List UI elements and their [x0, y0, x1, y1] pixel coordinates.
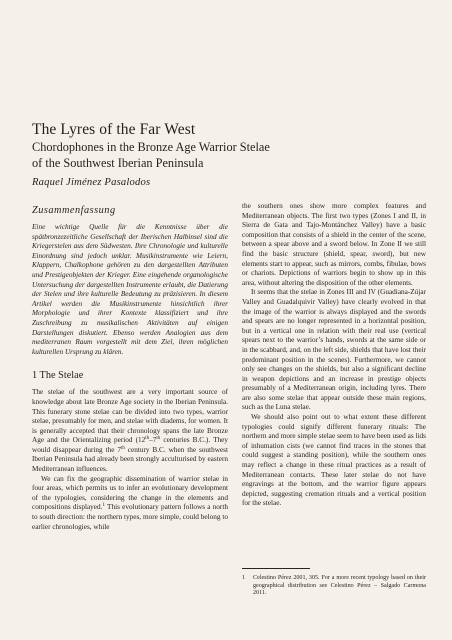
- body-paragraph: [32, 475, 228, 533]
- article-subtitle: [32, 140, 424, 171]
- body-text: This evolutionary pattern follows a north to south direction: the northern types, more simple, could belong to earlier chronologies, while: [32, 503, 228, 531]
- body-paragraph: the southern ones show more complex features and Mediterranean objects. The first two types (Zones I and II, in Sierra de Gata and Tajo-Montánchez Valley) have a basic composition that consists of a shield in the center of the scene, between a spear above and a sword below. In Zone II we still find the basic structure (shield, spear, sword), but new elements start to appear, such as mirrors, combs, fibulae, bows or chariots. Depictions of warriors begin to show up in this area, without altering the disposition of the other elements.: [242, 202, 426, 287]
- abstract-heading: Zusammenfassung: [32, 205, 116, 216]
- abstract-text: Eine wichtige Quelle für die Kenntnisse über die spätbronzezeitliche Gesellschaft der Iberischen Halbinsel sind die Kriegerstelen aus dem Südwesten. Ihre Chronologie und kulturelle Einordnung sind jedoch unklar. Musikinstrumente wie Leiern, Klappern, Chalkophone gehören zu den dargestellten Attributen und Prestigeobjekten der Krieger. Eine eingehende organologische Untersuchung der dargestellten Instrumente erlaubt, die Datierung der Stelen und ihre kulturelle Bedeutung zu präzisieren. In diesem Artikel werden die Musikinstrumente hinsichtlich ihrer Morphologie und ihrer Kontexte klassifiziert und ihre Zuschreibung zu musikalischen Aktivitäten auf einigen Darstellungen diskutiert. Ebenso werden Analogien aus dem mediterranen Raum vorgestellt mit dem Ziel, ihren möglichen kulturellen Ursprung zu klären.: [32, 223, 228, 356]
- article-header: [32, 120, 424, 188]
- body-paragraph: We should also point out to what extent these different typologies could signify different funerary rituals: The northern and more simple stelae seem to have been used as lids of inhumation cists (we cannot find traces in the stones that could suggest a standing position), while the southern ones may reflect a change in these ritual practices as a result of Mediterranean contacts. These later stelae do not have engravings at the bottom, and the warrior figure appears depicted, suggesting cremation rituals and a vertical position for the stelae.: [242, 413, 426, 508]
- body-paragraph: It seems that the stelae in Zones III and IV (Guadiana-Zújar Valley and Guadalquivir Valley) have clearly evolved in that the image of the warrior is always displayed and the swords and spears are no longer represented in a horizontal position, but in a vertical one in relation with their real use (vertical spears next to the warrior’s hands, swords at the same side or in the scabbard, and, on the left side, shields that have lost their predominant position in the scenes). Furthermore, we cannot only see changes on the shields, but also a significant decline in weapon depictions and an increase in prestige objects presumably of a Mediterranean origin, including lyres. There are also some stelae that appear outside these main regions, such as the Luna stelae.: [242, 288, 426, 412]
- footnote-divider: [242, 568, 310, 569]
- subtitle-line-1: Chordophones in the Bronze Age Warrior Stelae: [32, 140, 270, 154]
- footnote-number: 1: [242, 575, 246, 581]
- body-text: We can fix the geographic dissemination of warrior stelae in four areas, which permits us to infer an evolutionary development of the typologies, considering the change in the elements and compositions displayed.: [32, 474, 228, 512]
- section-heading-stelae: 1 The Stelae: [32, 370, 84, 382]
- footnote-text: Celestino Pérez 2001, 305. For a more recent typology based on their geographical distribution see Celestino Pérez – Salgado Carmona 2011.: [253, 575, 426, 597]
- left-column: [32, 204, 228, 532]
- section-spacer: [32, 357, 228, 369]
- body-paragraph: The stelae of the southwest are a very important source of knowledge about late Bronze Age society in the Iberian Peninsula. This funerary stone stelae can be divided into two types, warrior stelae, presumably for men, and stelae with diadems, for women. It is generally accepted that their chronology spans the late Bronze Age and the Orientalizing period (12th–7th centuries B.C.). They would disappear during the 7th century B.C. when the southwest Iberian Peninsula had already been strongly acculturised by eastern Mediterranean influences.: [32, 388, 228, 474]
- author-name: Raquel Jiménez Pasalodos: [32, 177, 151, 188]
- subtitle-line-2: of the Southwest Iberian Peninsula: [32, 155, 204, 170]
- right-column: [242, 202, 426, 509]
- footnote: [242, 575, 426, 598]
- article-title: The Lyres of the Far West: [32, 121, 196, 138]
- footnote-reference[interactable]: 1: [102, 503, 105, 509]
